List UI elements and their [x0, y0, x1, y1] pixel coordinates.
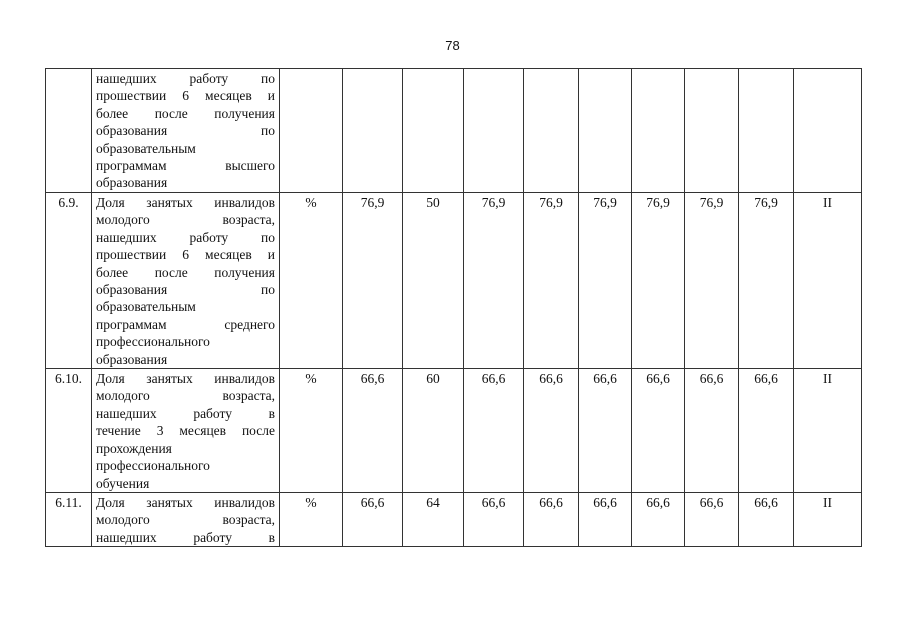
description-line: образования по: [96, 282, 275, 298]
value-cell: 66,6: [464, 492, 524, 546]
value-cell: 66,6: [685, 369, 739, 493]
value-cell: 66,6: [343, 492, 403, 546]
row-number: 6.9.: [46, 193, 92, 369]
indicator-description: [92, 492, 280, 546]
description-line: нашедших работу по: [96, 229, 275, 245]
value-cell: 50: [403, 193, 464, 369]
indicator-description: [92, 369, 280, 493]
criterion-cell: II: [794, 193, 862, 369]
value-cell: 66,6: [739, 369, 794, 493]
description-line: образовательным: [96, 299, 196, 315]
description-line: молодого возраста,: [96, 388, 275, 404]
unit-cell: %: [280, 369, 343, 493]
description-line: Доля занятых инвалидов: [96, 494, 275, 510]
value-cell: 66,6: [579, 369, 632, 493]
description-line: течение 3 месяцев после: [96, 423, 275, 439]
value-cell: [579, 69, 632, 193]
value-cell: 76,9: [685, 193, 739, 369]
table-row: [46, 369, 862, 493]
value-cell: 76,9: [739, 193, 794, 369]
value-cell: 66,6: [524, 369, 579, 493]
value-cell: 76,9: [464, 193, 524, 369]
description-line: образовательным: [96, 140, 196, 156]
row-number: [46, 69, 92, 193]
unit-cell: [280, 69, 343, 193]
table-row: [46, 69, 862, 193]
value-cell: 66,6: [632, 369, 685, 493]
description-line: прошествии 6 месяцев и: [96, 247, 275, 263]
description-line: более после получения: [96, 105, 275, 121]
description-line: профессионального: [96, 458, 210, 474]
row-number: 6.11.: [46, 492, 92, 546]
criterion-cell: [794, 69, 862, 193]
value-cell: 66,6: [343, 369, 403, 493]
value-cell: [685, 69, 739, 193]
value-cell: [524, 69, 579, 193]
description-line: нашедших работу в: [96, 529, 275, 545]
indicators-table: [45, 68, 862, 547]
description-line: профессионального: [96, 334, 210, 350]
description-line: более после получения: [96, 264, 275, 280]
value-cell: 64: [403, 492, 464, 546]
description-line: программам высшего: [96, 158, 275, 174]
value-cell: 76,9: [343, 193, 403, 369]
description-line: образования: [96, 351, 168, 367]
table-row: [46, 492, 862, 546]
value-cell: 66,6: [464, 369, 524, 493]
description-line: Доля занятых инвалидов: [96, 371, 275, 387]
value-cell: 66,6: [739, 492, 794, 546]
description-line: обучения: [96, 475, 150, 491]
value-cell: [403, 69, 464, 193]
description-line: программам среднего: [96, 316, 275, 332]
description-line: прохождения: [96, 440, 172, 456]
indicator-description: [92, 193, 280, 369]
indicator-description: [92, 69, 280, 193]
value-cell: 60: [403, 369, 464, 493]
value-cell: [464, 69, 524, 193]
description-line: Доля занятых инвалидов: [96, 195, 275, 210]
description-line: прошествии 6 месяцев и: [96, 88, 275, 104]
value-cell: 66,6: [579, 492, 632, 546]
value-cell: 76,9: [632, 193, 685, 369]
table-body: [46, 69, 862, 547]
description-line: молодого возраста,: [96, 212, 275, 228]
row-number: 6.10.: [46, 369, 92, 493]
value-cell: [632, 69, 685, 193]
criterion-cell: II: [794, 492, 862, 546]
value-cell: 66,6: [685, 492, 739, 546]
description-line: образования: [96, 175, 168, 191]
description-line: нашедших работу по: [96, 71, 275, 86]
criterion-cell: II: [794, 369, 862, 493]
value-cell: 76,9: [579, 193, 632, 369]
value-cell: 66,6: [632, 492, 685, 546]
description-line: молодого возраста,: [96, 512, 275, 528]
value-cell: 66,6: [524, 492, 579, 546]
unit-cell: %: [280, 492, 343, 546]
unit-cell: %: [280, 193, 343, 369]
table-row: [46, 193, 862, 369]
description-line: нашедших работу в: [96, 405, 275, 421]
page-number: 78: [445, 38, 460, 53]
value-cell: [739, 69, 794, 193]
value-cell: 76,9: [524, 193, 579, 369]
value-cell: [343, 69, 403, 193]
description-line: образования по: [96, 123, 275, 139]
